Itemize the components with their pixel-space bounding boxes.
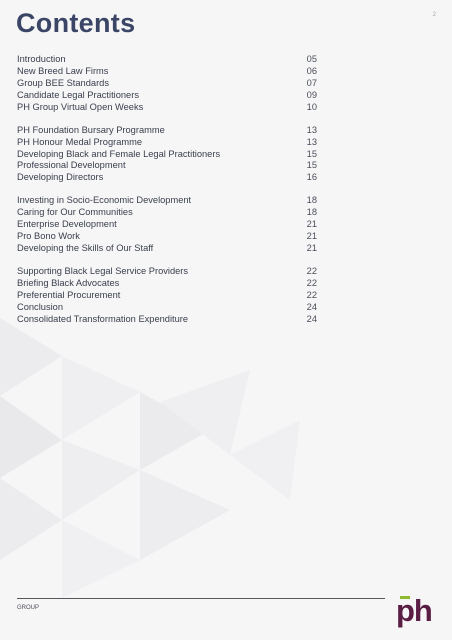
toc-entry-page: 21 <box>306 243 317 254</box>
toc-entry-page: 09 <box>306 89 317 100</box>
toc-entry-page: 16 <box>306 172 317 183</box>
footer-divider <box>17 598 385 599</box>
toc-entry-label: Briefing Black Advocates <box>17 278 120 289</box>
table-of-contents <box>17 54 317 337</box>
toc-entry-page: 18 <box>306 207 317 218</box>
toc-entry-label: Conclusion <box>17 301 63 312</box>
toc-entry-label: Professional Development <box>17 160 126 171</box>
toc-entry[interactable] <box>17 219 317 231</box>
toc-entry-label: New Breed Law Firms <box>17 65 109 76</box>
toc-entry-label: Developing Black and Female Legal Practitioners <box>17 148 221 159</box>
toc-entry-page: 06 <box>306 65 317 76</box>
toc-entry-page: 22 <box>306 289 317 300</box>
toc-entry-page: 24 <box>306 313 317 324</box>
toc-section <box>17 266 317 326</box>
toc-entry-label: Introduction <box>17 54 66 64</box>
toc-entry-label: Supporting Black Legal Service Providers <box>17 266 189 277</box>
toc-entry-page: 21 <box>306 219 317 230</box>
toc-entry-page: 05 <box>306 54 317 64</box>
toc-entry[interactable] <box>17 314 317 326</box>
toc-entry-label: Developing the Skills of Our Staff <box>17 243 154 254</box>
page-title: Contents <box>16 8 136 38</box>
toc-section <box>17 54 317 114</box>
toc-entry-label: Pro Bono Work <box>17 231 80 242</box>
toc-entry[interactable] <box>17 195 317 207</box>
toc-entry[interactable] <box>17 278 317 290</box>
toc-entry[interactable] <box>17 243 317 255</box>
toc-entry-label: Developing Directors <box>17 172 104 183</box>
toc-entry-label: Group BEE Standards <box>17 77 109 88</box>
toc-entry[interactable] <box>17 302 317 314</box>
toc-entry-label: Preferential Procurement <box>17 289 121 300</box>
toc-section <box>17 125 317 185</box>
toc-entry[interactable] <box>17 125 317 137</box>
logo-text: ph <box>396 593 432 628</box>
toc-entry[interactable] <box>17 231 317 243</box>
toc-entry-page: 18 <box>306 195 317 206</box>
footer-label: GROUP <box>17 605 40 611</box>
toc-entry-page: 21 <box>306 231 317 242</box>
toc-entry-label: Enterprise Development <box>17 219 117 230</box>
toc-entry-page: 07 <box>306 77 317 88</box>
toc-entry-label: Consolidated Transformation Expenditure <box>17 313 189 324</box>
toc-entry[interactable] <box>17 137 317 149</box>
toc-entry[interactable] <box>17 149 317 161</box>
toc-entry[interactable] <box>17 290 317 302</box>
toc-entry-label: Candidate Legal Practitioners <box>17 89 139 100</box>
toc-entry-page: 15 <box>306 160 317 171</box>
toc-entry-label: Caring for Our Communities <box>17 207 133 218</box>
toc-entry[interactable] <box>17 54 317 66</box>
toc-entry-page: 10 <box>306 101 317 112</box>
toc-entry[interactable] <box>17 207 317 219</box>
toc-entry[interactable] <box>17 102 317 114</box>
toc-entry-label: PH Group Virtual Open Weeks <box>17 101 144 112</box>
toc-entry-page: 22 <box>306 266 317 277</box>
toc-entry-page: 13 <box>306 136 317 147</box>
ph-group-logo <box>396 594 436 632</box>
toc-entry[interactable] <box>17 172 317 184</box>
toc-entry-label: Investing in Socio-Economic Development <box>17 195 192 206</box>
toc-entry-label: PH Honour Medal Programme <box>17 136 143 147</box>
toc-entry[interactable] <box>17 266 317 278</box>
toc-entry[interactable] <box>17 90 317 102</box>
toc-entry-label: PH Foundation Bursary Programme <box>17 124 165 135</box>
toc-entry[interactable] <box>17 78 317 90</box>
toc-entry[interactable] <box>17 66 317 78</box>
toc-entry-page: 15 <box>306 148 317 159</box>
toc-entry[interactable] <box>17 160 317 172</box>
toc-section <box>17 195 317 255</box>
toc-entry-page: 22 <box>306 278 317 289</box>
page-number: 2 <box>432 12 436 18</box>
toc-entry-page: 13 <box>306 124 317 135</box>
toc-entry-page: 24 <box>306 301 317 312</box>
